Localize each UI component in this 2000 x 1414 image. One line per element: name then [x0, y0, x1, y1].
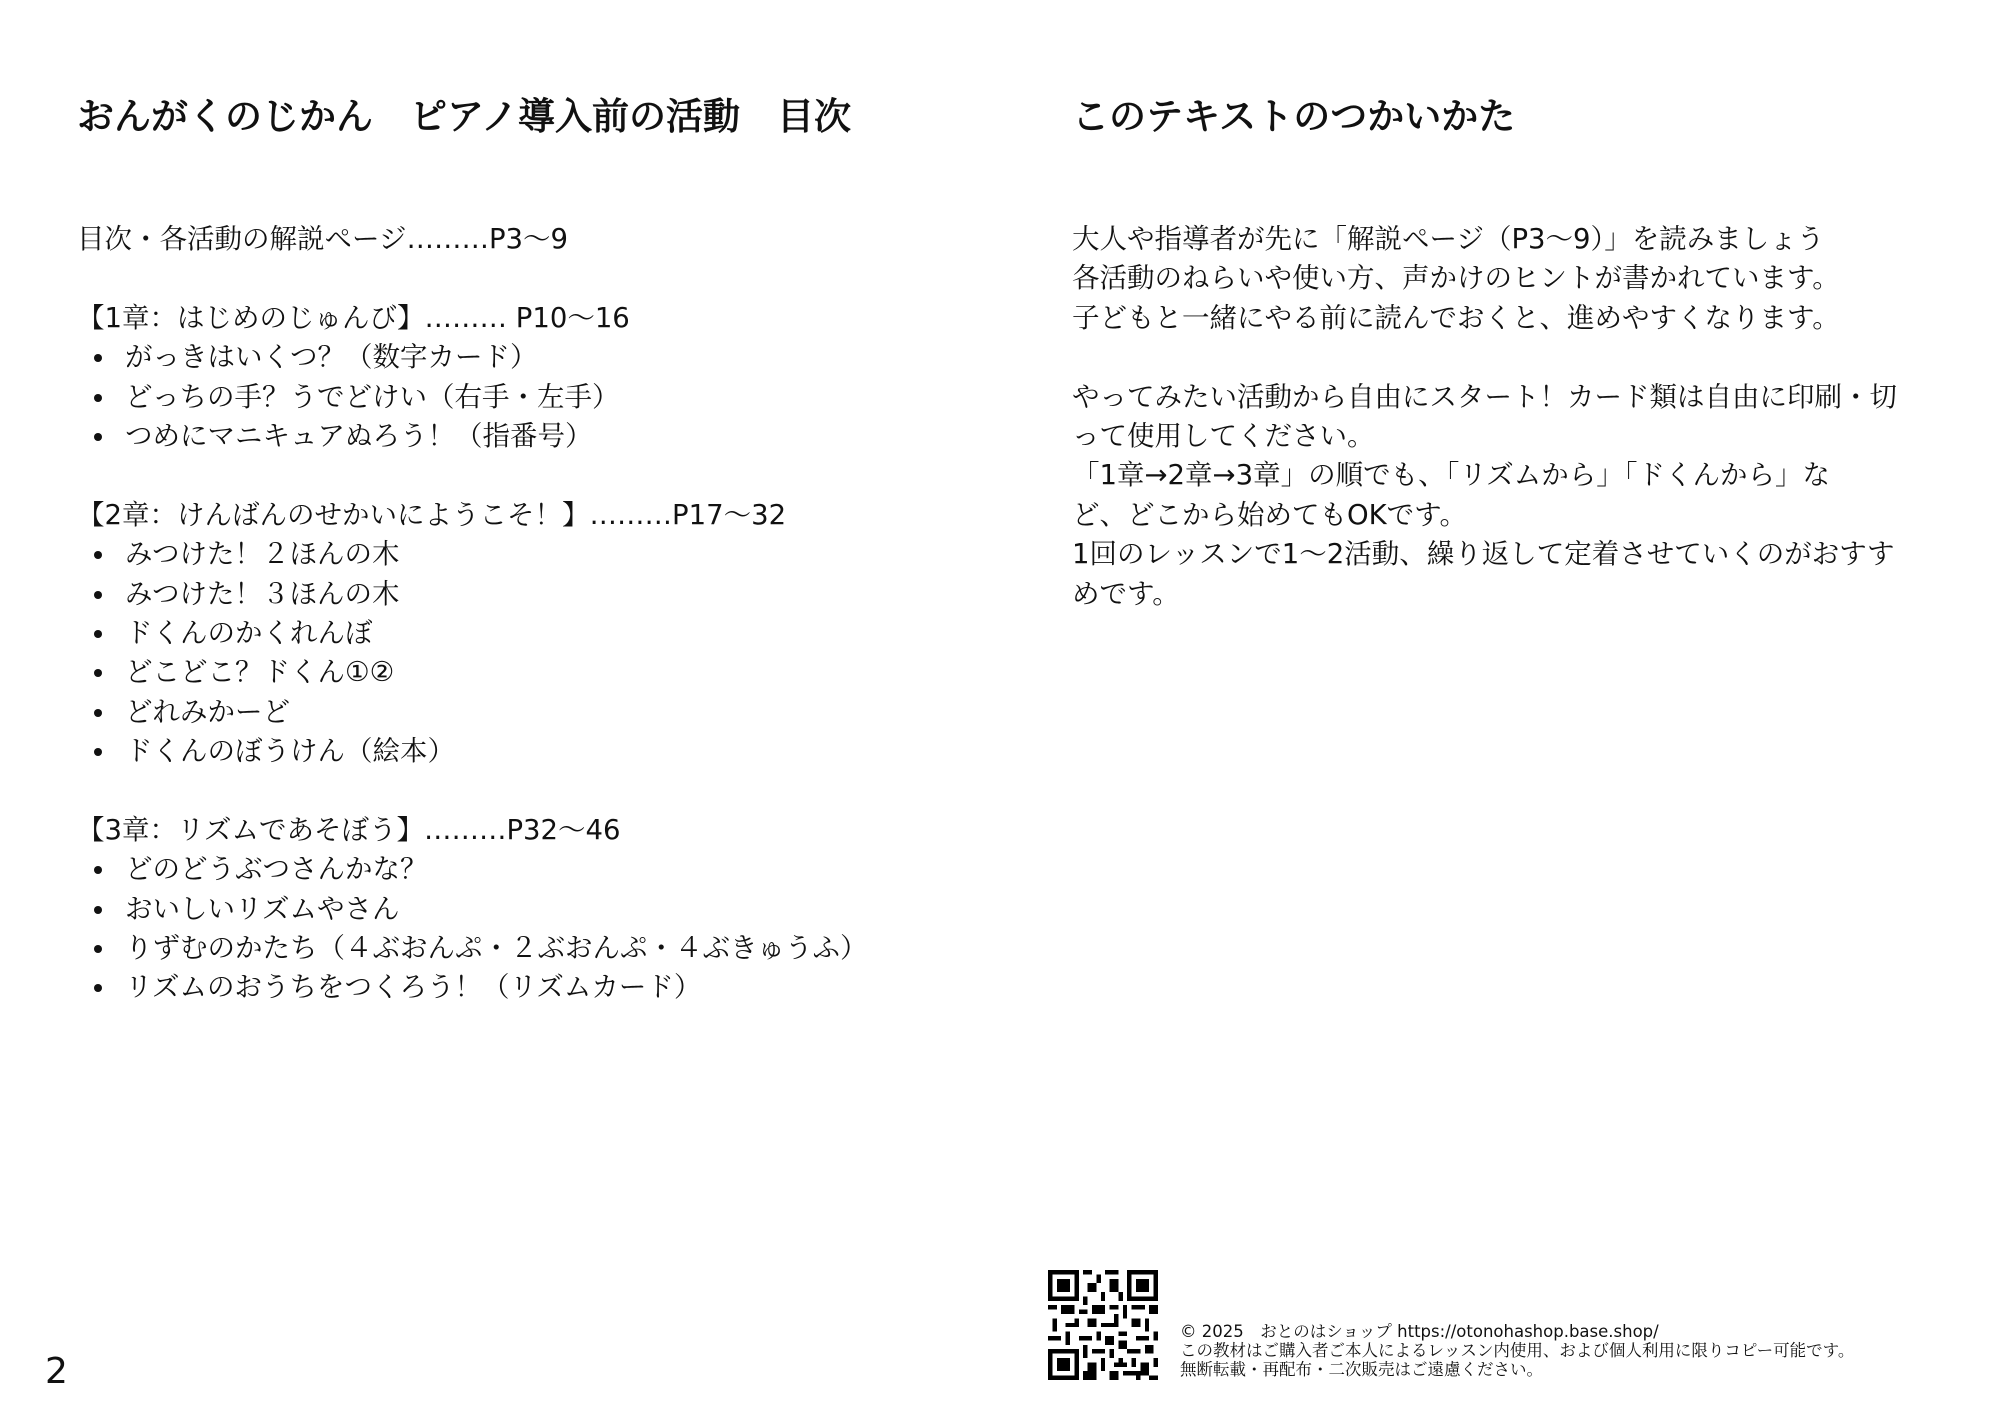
bullet-icon	[94, 551, 102, 559]
bullet-icon	[94, 630, 102, 638]
toc-item	[77, 378, 868, 417]
bullet-icon	[94, 748, 102, 756]
bullet-icon	[94, 906, 102, 914]
toc-item	[77, 850, 868, 889]
toc-item	[77, 929, 868, 968]
chapter-heading: 【1章：はじめのじゅんび】……… P10〜16	[77, 301, 630, 334]
howto-body	[1072, 220, 1952, 614]
howto-line: 1回のレッスンで1〜2活動、繰り返して定着させていくのがおすす	[1072, 538, 1895, 571]
spacer	[77, 771, 868, 810]
howto-title: このテキストのつかいかた	[1072, 95, 1516, 138]
chapter-items	[77, 535, 868, 771]
howto-line: って使用してください。	[1072, 420, 1375, 453]
bullet-icon	[94, 945, 102, 953]
toc-item	[77, 968, 868, 1007]
toc-item-label: おいしいリズムやさん	[125, 892, 400, 925]
bullet-icon	[94, 394, 102, 402]
bullet-icon	[94, 354, 102, 362]
toc-item-label: つめにマニキュアぬろう！（指番号）	[125, 419, 593, 452]
toc-item	[77, 890, 868, 929]
toc-item	[77, 693, 868, 732]
chapter-items	[77, 338, 868, 456]
toc-item-label: どっちの手？うでどけい（右手・左手）	[125, 380, 620, 413]
howto-line: 大人や指導者が先に「解説ページ（P3〜9）」を読みましょう	[1072, 223, 1825, 255]
toc-item-label: ドくんのぼうけん（絵本）	[125, 735, 455, 768]
howto-line: ど、どこから始めてもOKです。	[1072, 498, 1467, 531]
spacer	[77, 456, 868, 495]
bullet-icon	[94, 984, 102, 992]
bullet-icon	[94, 709, 102, 717]
howto-line: 各活動のねらいや使い方、声かけのヒントが書かれています。	[1072, 262, 1840, 295]
toc-intro: 目次・各活動の解説ページ………P3〜9	[77, 223, 569, 255]
howto-line: 子どもと一緒にやる前に読んでおくと、進めやすくなります。	[1072, 301, 1840, 334]
spacer	[1072, 338, 1952, 377]
howto-line: やってみたい活動から自由にスタート！カード類は自由に印刷・切	[1072, 380, 1897, 413]
toc-item-label: リズムのおうちをつくろう！（リズムカード）	[125, 971, 702, 1004]
toc-item	[77, 653, 868, 692]
toc-item-label: どこどこ？ドくん①②	[125, 656, 395, 689]
chapter-heading: 【3章：リズムであそぼう】………P32〜46	[77, 813, 621, 846]
page-number: 2	[45, 1351, 68, 1392]
howto-line: めです。	[1072, 577, 1180, 610]
toc-item	[77, 614, 868, 653]
toc-item-label: がっきはいくつ？（数字カード）	[125, 341, 538, 374]
toc-item	[77, 417, 868, 456]
chapter-heading: 【2章：けんばんのせかいにようこそ！】………P17〜32	[77, 498, 787, 531]
toc-item-label: どのどうぶつさんかな？	[125, 853, 428, 886]
howto-line: 「1章→2章→3章」の順でも、「リズムから」「ドくんから」な	[1072, 459, 1831, 492]
redistribution-warning: 無断転載・再配布・二次販売はご遠慮ください。	[1180, 1360, 1543, 1379]
usage-notice: この教材はご購入者ご本人によるレッスン内使用、および個人利用に限りコピー可能です。	[1180, 1341, 1855, 1360]
toc-item-label: みつけた！３ほんの木	[125, 577, 400, 610]
toc-item	[77, 732, 868, 771]
bullet-icon	[94, 866, 102, 874]
spacer	[77, 259, 868, 298]
copyright-line: © 2025 おとのはショップ https://otonohashop.base.shop/	[1180, 1322, 1659, 1341]
toc-item-label: りずむのかたち（４ぶおんぷ・２ぶおんぷ・４ぶきゅうふ）	[125, 932, 868, 965]
bullet-icon	[94, 591, 102, 599]
toc-item-label: みつけた！２ほんの木	[125, 538, 400, 571]
toc-item-label: どれみかーど	[125, 695, 290, 728]
toc-item	[77, 338, 868, 377]
toc-title: おんがくのじかん ピアノ導入前の活動 目次	[77, 95, 852, 138]
toc-list	[77, 220, 868, 1008]
bullet-icon	[94, 433, 102, 441]
toc-item	[77, 535, 868, 574]
bullet-icon	[94, 669, 102, 677]
chapter-items	[77, 850, 868, 1008]
footer-text	[1180, 1322, 1980, 1379]
qr-code-icon	[1048, 1270, 1158, 1380]
toc-item-label: ドくんのかくれんぼ	[125, 616, 373, 649]
toc-item	[77, 575, 868, 614]
